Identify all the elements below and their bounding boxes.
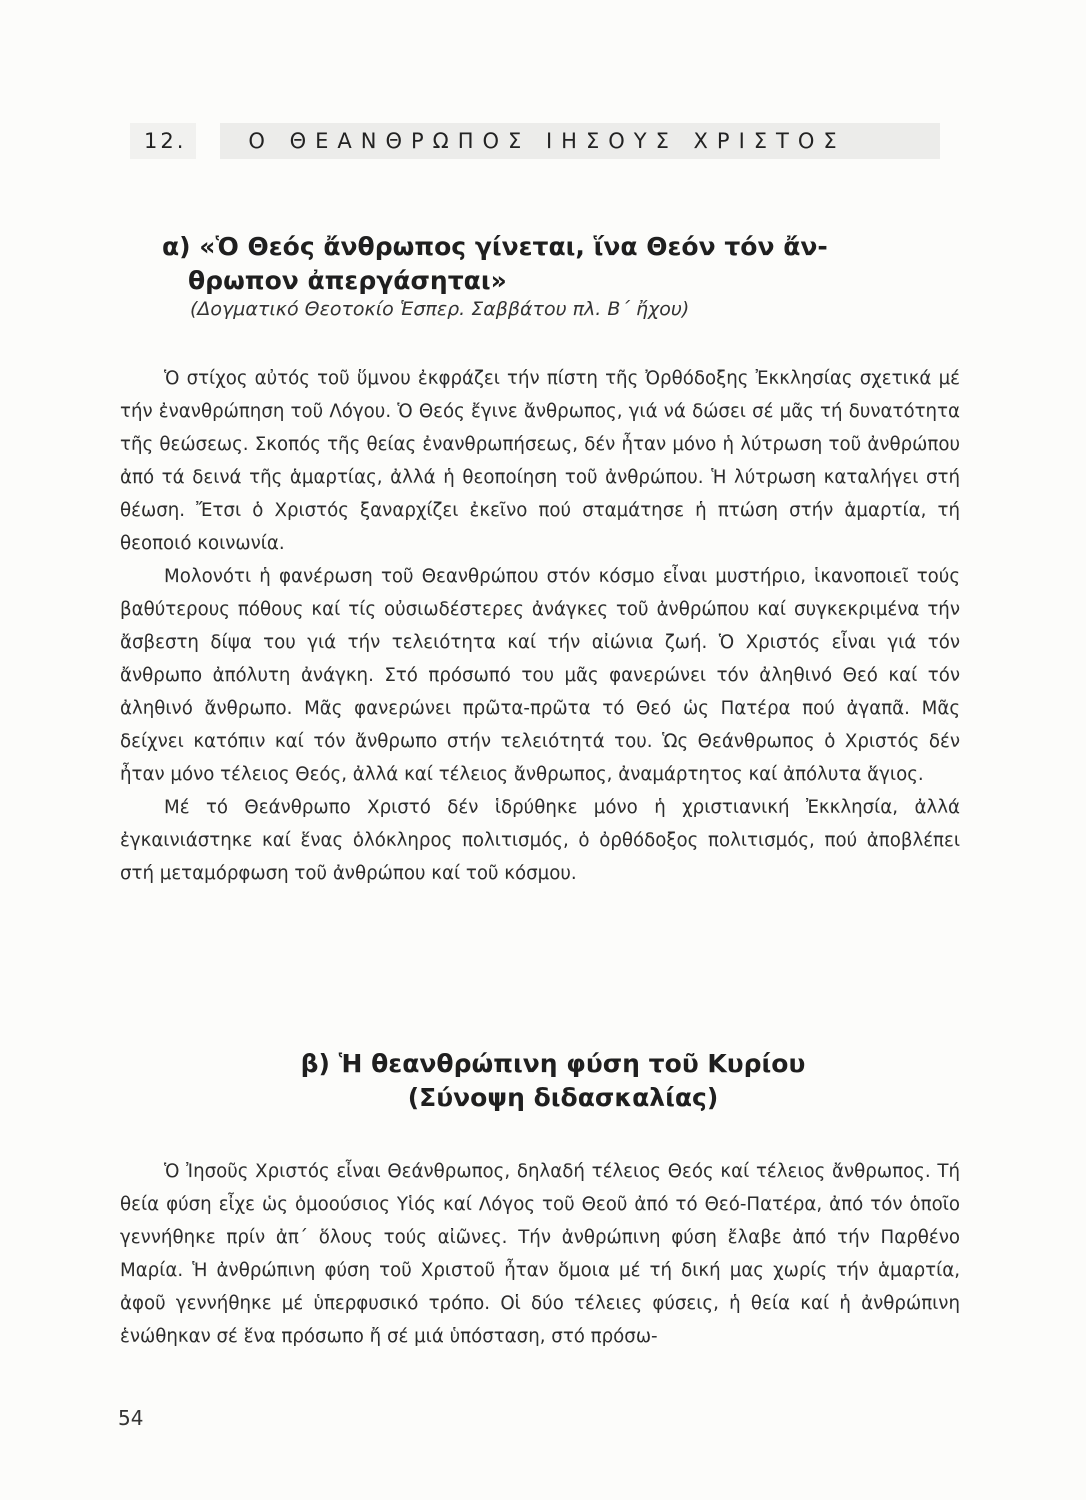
section-b-heading-line1: β) Ἡ θεανθρώπινη φύση τοῦ Κυρίου bbox=[300, 1049, 806, 1078]
chapter-title: Ο ΘΕΑΝΘΡΩΠΟΣ ΙΗΣΟΥΣ ΧΡΙΣΤΟΣ bbox=[220, 123, 940, 159]
section-a-paragraph-2: Μολονότι ἡ φανέρωση τοῦ Θεανθρώπου στόν κόσμο εἶναι μυστήριο, ἱκανοποιεῖ τούς βαθύτερους πόθους καί τίς οὐσιωδέστερες ἀνάγκες τοῦ ἀνθρώπου καί συγκεκριμένα τήν ἄσβεστη δίψα του γιά τήν τελειότητα καί τήν αἰώνια ζωή. Ὁ Χριστός εἶναι γιά τόν ἄνθρωπο ἀπόλυτη ἀνάγκη. Στό πρόσωπό του μᾶς φανερώνει τόν ἀληθινό Θεό καί τόν ἀληθινό ἄνθρωπο. Μᾶς φανερώνει πρῶτα-πρῶτα τό Θεό ὡς Πατέρα πού ἀγαπᾶ. Μᾶς δείχνει κατόπιν καί τόν ἄνθρωπο στήν τελειότητά του. Ὡς Θεάνθρωπος ὁ Χριστός δέν ἦταν μόνο τέλειος Θεός, ἀλλά καί τέλειος ἄνθρωπος, ἀναμάρτητος καί ἀπόλυτα ἅγιος. bbox=[120, 566, 960, 785]
page-number: 54 bbox=[118, 1406, 144, 1430]
section-a-paragraph-3: Μέ τό Θεάνθρωπο Χριστό δέν ἱδρύθηκε μόνο ἡ χριστιανική Ἐκκλησία, ἀλλά ἐγκαινιάστηκε καί ἕνας ὁλόκληρος πολιτισμός, ὁ ὀρθόδοξος πολιτισμός, πού ἀποβλέπει στή μεταμόρφωση τοῦ ἀνθρώπου καί τοῦ κόσμου. bbox=[120, 797, 960, 884]
section-a-body bbox=[120, 362, 960, 890]
section-a-heading-line1: α) «Ὁ Θεός ἄνθρωπος γίνεται, ἵνα Θεόν τόν ἄν- bbox=[162, 232, 828, 261]
section-a-source: (Δογματικό Θεοτοκίο Ἑσπερ. Σαββάτου πλ. Β΄ ἤχου) bbox=[190, 298, 690, 320]
section-a-heading-line2: θρωπον ἀπεργάσηται» bbox=[188, 266, 507, 295]
section-b-heading bbox=[0, 1047, 1086, 1115]
chapter-number: 12. bbox=[130, 123, 196, 159]
section-b-body bbox=[120, 1155, 960, 1353]
section-a-paragraph-1: Ὁ στίχος αὐτός τοῦ ὕμνου ἐκφράζει τήν πίστη τῆς Ὀρθόδοξης Ἐκκλησίας σχετικά μέ τήν ἐνανθρώπηση τοῦ Λόγου. Ὁ Θεός ἔγινε ἄνθρωπος, γιά νά δώσει σέ μᾶς τή δυνατότητα τῆς θεώσεως. Σκοπός τῆς θείας ἐνανθρωπήσεως, δέν ἦταν μόνο ἡ λύτρωση τοῦ ἀνθρώπου ἀπό τά δεινά τῆς ἁμαρτίας, ἀλλά ἡ θεοποίηση τοῦ ἀνθρώπου. Ἡ λύτρωση καταλήγει στή θέωση. Ἔτσι ὁ Χριστός ξαναρχίζει ἐκεῖνο πού σταμάτησε ἡ πτώση στήν ἁμαρτία, τή θεοποιό κοινωνία. bbox=[120, 368, 960, 554]
chapter-header bbox=[130, 118, 940, 164]
section-b-paragraph-1: Ὁ Ἰησοῦς Χριστός εἶναι Θεάνθρωπος, δηλαδή τέλειος Θεός καί τέλειος ἄνθρωπος. Τή θεία φύση εἶχε ὡς ὁμοούσιος Υἱός καί Λόγος τοῦ Θεοῦ ἀπό τό Θεό-Πατέρα, ἀπό τόν ὁποῖο γεννήθηκε πρίν ἀπ΄ ὅλους τούς αἰῶνες. Τήν ἀνθρώπινη φύση ἔλαβε ἀπό τήν Παρθένο Μαρία. Ἡ ἀνθρώπινη φύση τοῦ Χριστοῦ ἦταν ὅμοια μέ τή δική μας χωρίς τήν ἁμαρτία, ἀφοῦ γεννήθηκε μέ ὑπερφυσικό τρόπο. Οἱ δύο τέλειες φύσεις, ἡ θεία καί ἡ ἀνθρώπινη ἑνώθηκαν σέ ἕνα πρόσωπο ἤ σέ μιά ὑπόσταση, στό πρόσω- bbox=[120, 1161, 960, 1347]
section-a-heading bbox=[162, 230, 962, 298]
section-b-heading-line2: (Σύνοψη διδασκαλίας) bbox=[407, 1083, 719, 1112]
